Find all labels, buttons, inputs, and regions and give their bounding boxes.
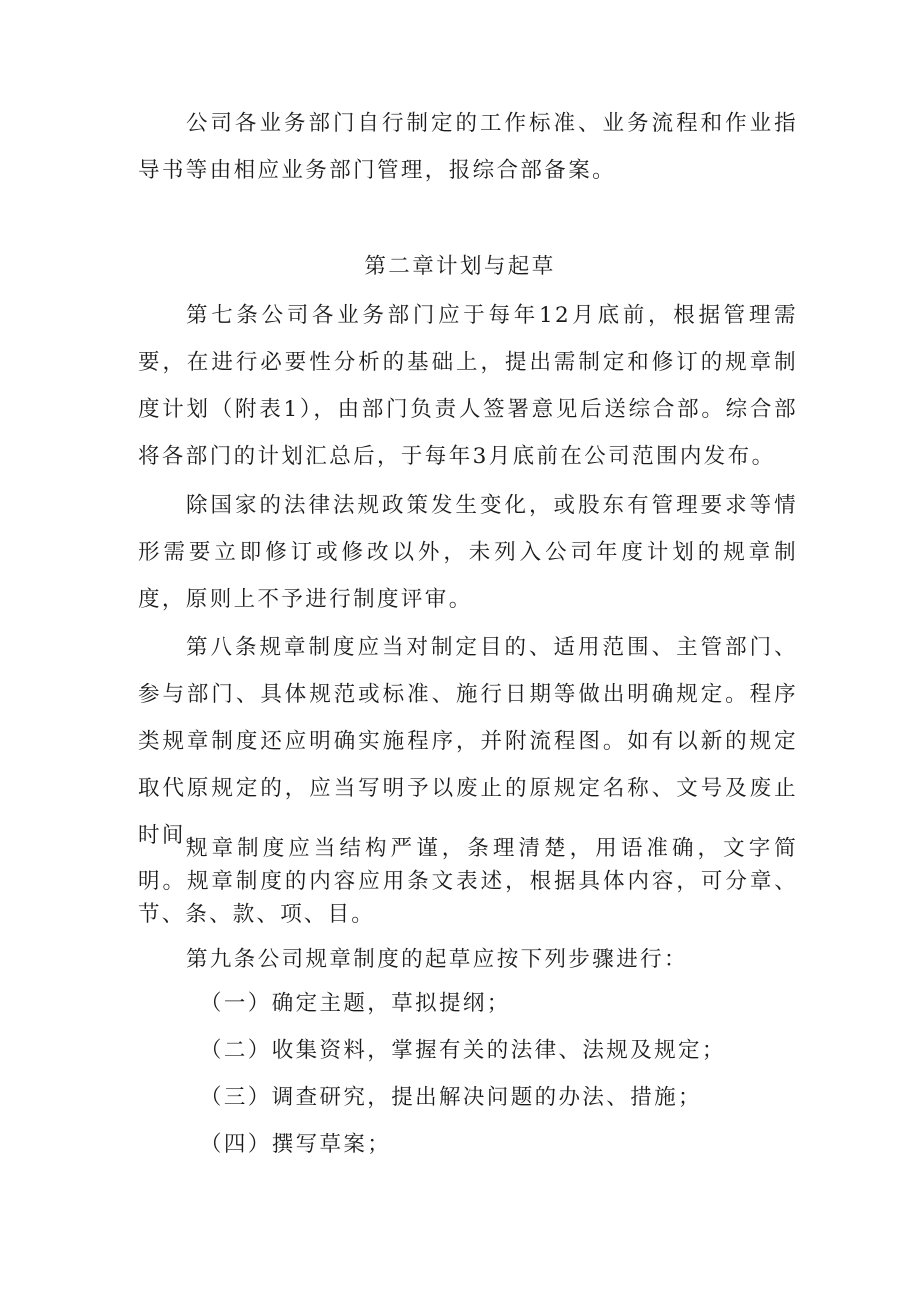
list-item: （三）调查研究，提出解决问题的办法、措施； bbox=[200, 1085, 702, 1110]
intro-paragraph: 公司各业务部门自行制定的工作标准、业务流程和作业指导书等由相应业务部门管理，报综合部备案。 bbox=[138, 111, 798, 183]
article-7-exception-paragraph: 除国家的法律法规政策发生变化，或股东有管理要求等情形需要立即修订或修改以外，未列入公司年度计划的规章制度，原则上不予进行制度评审。 bbox=[138, 493, 798, 612]
list-item: （一）确定主题，草拟提纲； bbox=[200, 991, 511, 1016]
article-9-intro: 第九条公司规章制度的起草应按下列步骤进行： bbox=[186, 947, 688, 972]
list-item: （四）撰写草案； bbox=[200, 1132, 392, 1157]
list-item: （二）收集资料，掌握有关的法律、法规及规定； bbox=[200, 1038, 726, 1063]
article-7-paragraph: 第七条公司各业务部门应于每年12月底前，根据管理需要，在进行必要性分析的基础上，提出需制定和修订的规章制度计划（附表1），由部门负责人签署意见后送综合部。综合部将各部门的计划汇总后，于每年3月底前在公司范围内发布。 bbox=[138, 303, 798, 469]
chapter-title: 第二章计划与起草 bbox=[364, 254, 556, 279]
article-8-structure-paragraph: 规章制度应当结构严谨，条理清楚，用语准确，文字简明。规章制度的内容应用条文表述，根据具体内容，可分章、节、条、款、项、目。 bbox=[138, 836, 798, 927]
article-8-paragraph: 第八条规章制度应当对制定目的、适用范围、主管部门、参与部门、具体规范或标准、施行日期等做出明确规定。程序类规章制度还应明确实施程序，并附流程图。如有以新的规定取代原规定的，应当写明予以废止的原规定名称、文号及废止时间。 bbox=[138, 635, 798, 848]
